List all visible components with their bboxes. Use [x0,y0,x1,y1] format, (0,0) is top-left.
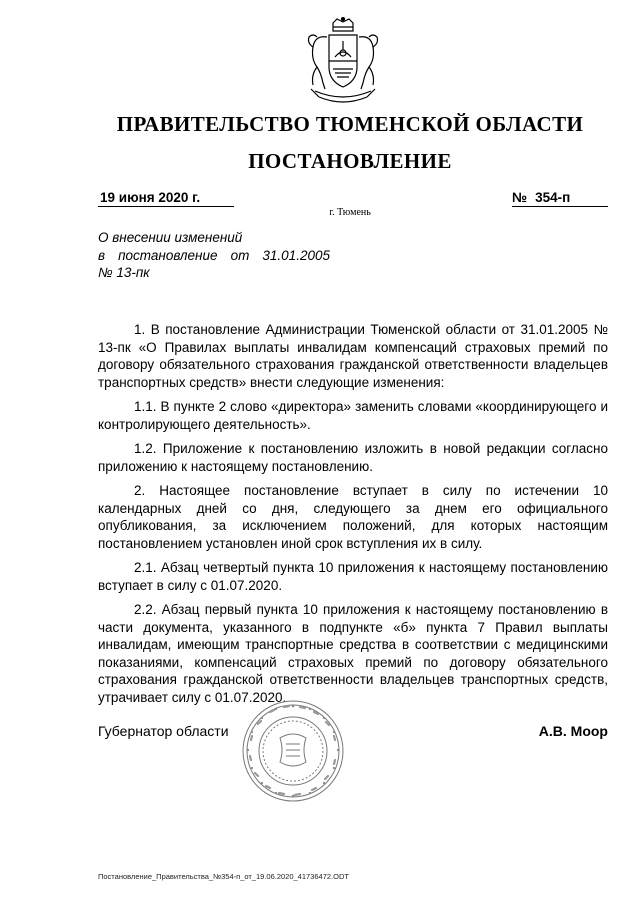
subject-line-1: О внесении изменений [98,230,243,245]
organization-title: ПРАВИТЕЛЬСТВО ТЮМЕНСКОЙ ОБЛАСТИ [116,112,584,136]
subject-word: от [230,247,250,263]
body-paragraph: 2.1. Абзац четвертый пункта 10 приложения к настоящему постановлению вступает в силу с 01.07.2020. [98,560,608,593]
subject-line-2 [98,247,330,265]
body-paragraph: 1.1. В пункте 2 слово «директора» заменить словами «координирующего и контролирующего деятельность». [98,399,608,432]
subject-word: 31.01.2005 [262,247,330,263]
city-label: г. Тюмень [329,207,371,218]
document-body [98,321,608,713]
document-number-block [512,190,608,207]
number-sign: № [512,190,531,207]
document-number: 354-п [531,190,608,207]
body-paragraph: 1. В постановление Администрации Тюменской области от 31.01.2005 № 13-пк «О Правилах выплаты инвалидам компенсаций страховых премий по договору обязательного страхования гражданской ответственности владельцев транспортных средств» внести следующие изменения: [98,322,608,390]
body-paragraph: 2.2. Абзац первый пункта 10 приложения к настоящему постановлению в части документа, указанного в подпункте «б» пункта 7 Правил выплаты инвалидам, имеющим транспортные средства в соответствии с медицинскими показаниями, компенсаций страховых премий по договору обязательного страхования гражданской ответственности владельцев транспортных средств, утрачивает силу с 01.07.2020. [98,602,608,705]
coat-of-arms-icon [301,17,385,109]
signer-title: Губернатор области [98,723,229,739]
body-paragraph: 2. Настоящее постановление вступает в силу по истечении 10 календарных дней со дня, следующего за днем его официального опубликования, за исключением положений, для которых настоящим постановлением установлен иной срок вступления их в силу. [98,483,608,551]
subject-word: постановление [118,247,218,263]
subject-line-3: № 13-пк [98,265,150,280]
document-date: 19 июня 2020 г. [98,190,234,207]
footer-filename: Постановление_Правительства_№354-п_от_19.06.2020_41736472.ODT [98,872,349,881]
document-subject [98,229,338,282]
signer-name: А.В. Моор [538,723,608,739]
document-type-title: ПОСТАНОВЛЕНИЕ [248,149,452,173]
subject-word: в [98,247,106,263]
round-seal [240,698,346,804]
body-paragraph: 1.2. Приложение к постановлению изложить в новой редакции согласно приложению к настоящему постановлению. [98,441,608,474]
